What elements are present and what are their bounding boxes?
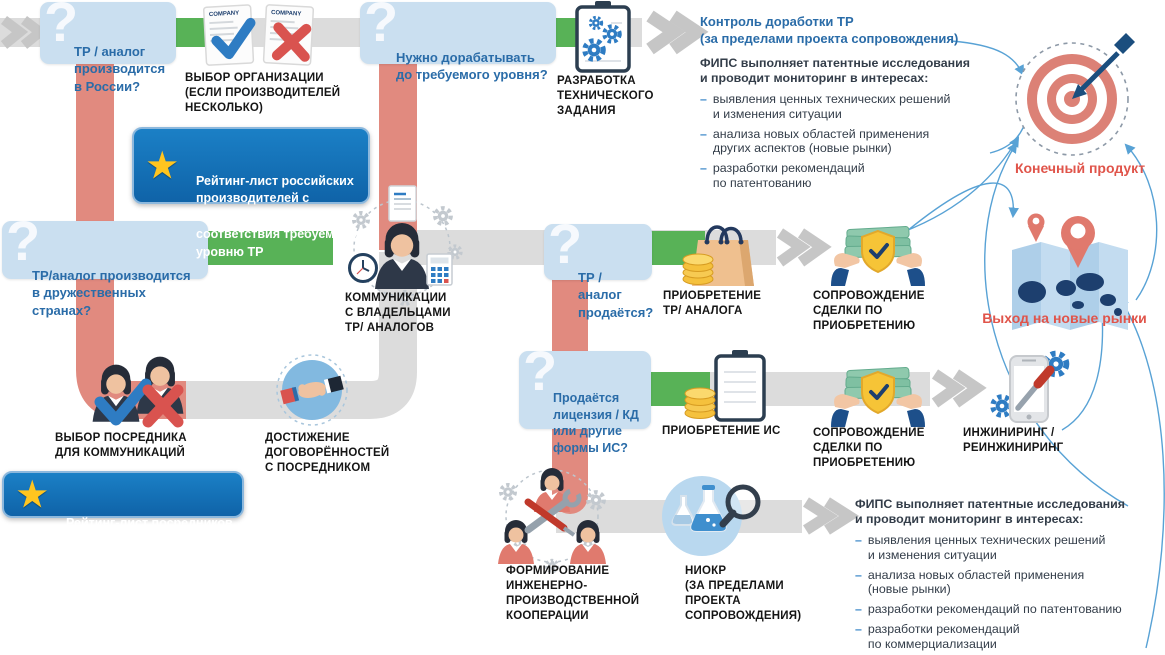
label-engineering: ИНЖИНИРИНГ / РЕИНЖИНИРИНГ xyxy=(963,427,1064,454)
label-buy-tr: ПРИОБРЕТЕНИЕ ТР/ АНАЛОГА xyxy=(663,290,762,317)
question-text: ТР / аналог продаётся? xyxy=(578,270,654,320)
label-buy-is: ПРИОБРЕТЕНИЕ ИС xyxy=(662,425,781,437)
label-tz: РАЗРАБОТКА ТЕХНИЧЕСКОГО ЗАДАНИЯ xyxy=(557,75,654,117)
target-icon xyxy=(1016,33,1135,155)
deal-support-icon xyxy=(831,226,925,286)
question-mark-icon: ? xyxy=(548,212,583,275)
question-text: ТР / аналог производится в России? xyxy=(74,44,166,94)
dash-icon: – xyxy=(855,532,862,547)
question-mark-icon: ? xyxy=(364,0,399,53)
coins-icon xyxy=(683,254,713,285)
label-niokr: НИОКР (ЗА ПРЕДЕЛАМИ ПРОЕКТА СОПРОВОЖДЕНИЯ) xyxy=(685,565,802,622)
rating-list-producers xyxy=(132,127,370,259)
calculator-icon xyxy=(427,254,452,285)
dash-icon: – xyxy=(700,91,707,106)
engineering-icon xyxy=(993,354,1067,422)
question-produced-in-russia xyxy=(40,0,176,94)
label-cooperation: ФОРМИРОВАНИЕ ИНЖЕНЕРНО- ПРОИЗВОДСТВЕННОЙ КООПЕРАЦИИ xyxy=(506,565,640,622)
fips-bullet: – анализа новых областей применения других аспектов (новые рынки) xyxy=(700,126,930,156)
coins-icon xyxy=(685,388,715,419)
label-deal-support-2: СОПРОВОЖДЕНИЕ СДЕЛКИ ПО ПРИОБРЕТЕНИЮ xyxy=(813,427,925,469)
label-agreements: ДОСТИЖЕНИЕ ДОГОВОРЁННОСТЕЙ С ПОСРЕДНИКОМ xyxy=(265,432,390,474)
note-control: Контроль доработки ТР (за пределами проекта сопровождения) xyxy=(700,14,959,46)
question-is-sold xyxy=(544,212,654,320)
question-license-sold xyxy=(519,339,651,455)
question-mark-icon: ? xyxy=(44,0,79,53)
company-doc-label: COMPANY xyxy=(270,9,302,18)
question-text: Нужно дорабатывать до требуемого уровня? xyxy=(396,50,548,83)
dash-icon: – xyxy=(855,602,862,617)
fips-heading: ФИПС выполняет патентные исследования и проводит мониторинг в интересах: xyxy=(700,56,970,85)
rating-text: Рейтинг-лист посредников с профайлами xyxy=(66,515,233,548)
fips-heading: ФИПС выполняет патентные исследования и проводит мониторинг в интересах: xyxy=(855,497,1125,526)
tz-clipboard-icon xyxy=(577,1,629,71)
fips-bullet: – разработки рекомендаций по патентованию xyxy=(855,602,1122,617)
question-mark-icon: ? xyxy=(6,209,41,272)
fips-block-top xyxy=(700,56,1010,196)
fips-bullet: – разработки рекомендаций по патентованию xyxy=(700,161,865,191)
label-communications: КОММУНИКАЦИИ С ВЛАДЕЛЬЦАМИ ТР/ АНАЛОГОВ xyxy=(345,292,451,334)
fips-bullet: – разработки рекомендаций по коммерциализации xyxy=(855,622,1020,651)
label-final-product: Конечный продукт xyxy=(1014,160,1146,176)
fips-bullet: – выявления ценных технических решений и изменения ситуации xyxy=(700,91,951,121)
label-new-markets: Выход на новые рынки xyxy=(982,310,1147,326)
label-deal-support-1: СОПРОВОЖДЕНИЕ СДЕЛКИ ПО ПРИОБРЕТЕНИЮ xyxy=(813,290,925,332)
fips-bullet: – анализа новых областей применения (новые рынки) xyxy=(855,567,1085,597)
dash-icon: – xyxy=(700,161,707,176)
dash-icon: – xyxy=(700,126,707,141)
label-choose-org: ВЫБОР ОРГАНИЗАЦИИ (ЕСЛИ ПРОИЗВОДИТЕЛЕЙ НЕСКОЛЬКО) xyxy=(185,72,341,114)
dash-icon: – xyxy=(855,567,862,582)
star-icon: ★ xyxy=(147,146,178,185)
document-icon xyxy=(389,186,416,221)
niokr-icon xyxy=(662,476,758,556)
fips-bullet: – выявления ценных технических решений и изменения ситуации xyxy=(855,532,1106,562)
question-friendly-countries xyxy=(2,209,208,318)
rating-text: Рейтинг-лист российских производителей с оценкой соответствия требуемому уровню ТР xyxy=(196,173,358,259)
rating-list-mediators xyxy=(2,471,244,548)
question-text: ТР/аналог производится в дружественных странах? xyxy=(32,268,191,318)
question-text: Продаётся лицензия / КД или другие формы ИС? xyxy=(553,391,639,455)
label-mediator-choice: ВЫБОР ПОСРЕДНИКА ДЛЯ КОММУНИКАЦИЙ xyxy=(55,432,187,459)
company-doc-label: COMPANY xyxy=(208,10,240,19)
question-needs-refinement xyxy=(360,0,556,83)
question-mark-icon: ? xyxy=(523,339,558,402)
dash-icon: – xyxy=(855,622,862,637)
fips-block-bottom xyxy=(855,497,1155,655)
purchase-is-icon xyxy=(716,350,764,420)
star-icon: ★ xyxy=(17,475,48,514)
clock-icon xyxy=(350,255,377,282)
